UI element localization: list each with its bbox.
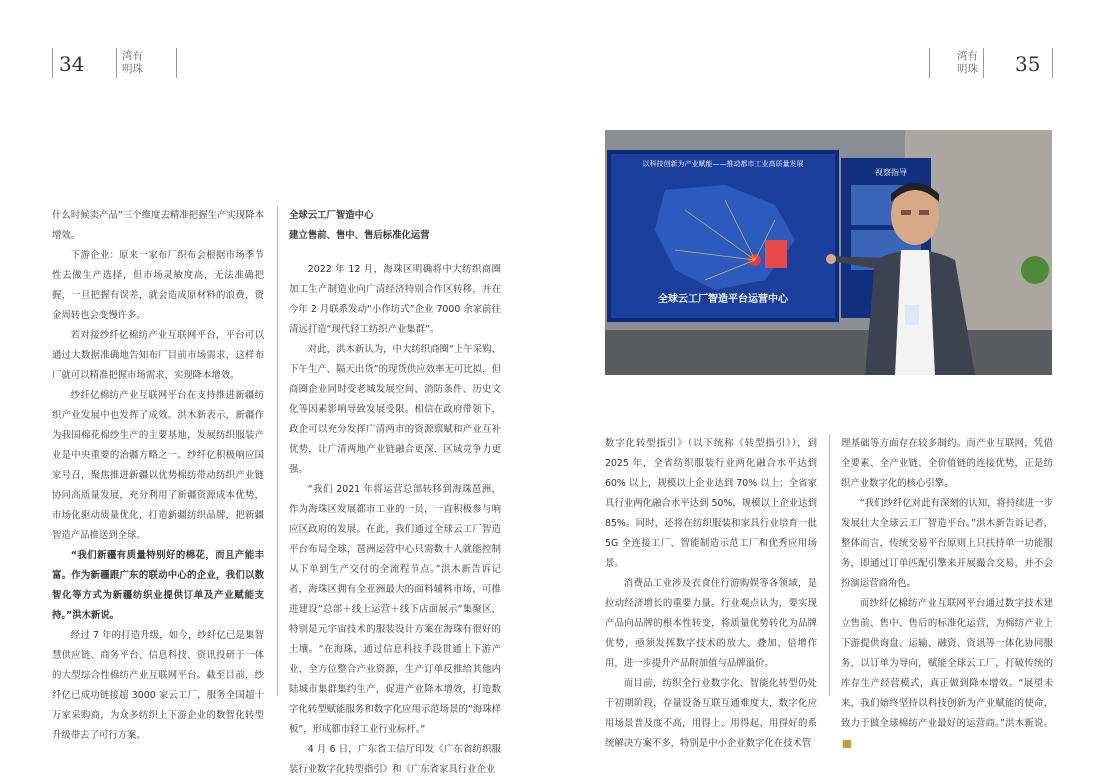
article-photo: [605, 130, 1052, 375]
publication-name-line2: 明珠: [122, 63, 143, 75]
paragraph: “我们 2021 年将运营总部转移到海珠琶洲，作为海珠区发展都市工业的一员，一直积极参与响应区政府的发展。在此，我们通过全球云工厂智造平台布局全球，琶洲运营中心只需数十人就能控制从下单到生产交付的全流程节点。”洪木新告诉记者，海珠区拥有全亚洲最大的面料辅料市场，可推进建设“总部＋线上运营＋线下店面展示”集聚区，特别是元宇宙技术的服装设计方案在海珠有很好的土壤。“在海珠，通过信息科技手段贯通上下游产业，全方位整合产业资源，生产订单反推给其他内陆城市集群集约生产，促进产业降本增效，打造数字化转型赋能服务和数字化应用示范场景的“海珠样板”，形成都市轻工业行业标杆。”: [289, 484, 501, 735]
header-rule: [116, 48, 117, 78]
article-column-3: [605, 434, 817, 754]
publication-name-line1: 湾有: [957, 50, 978, 62]
header-rule: [929, 48, 930, 78]
paragraph: 下游企业：原来一家布厂织布会根据市场季节性去做生产选择，但市场灵敏度高，无法准确把握，一旦把握有误差，就会造成原材料的浪费，资金周转也会变慢许多。: [52, 250, 264, 321]
page-number-left: 34: [59, 52, 85, 76]
section-subheading: 建立售前、售中、售后标准化运营: [289, 230, 430, 241]
paragraph: 而目前，纺织全行业数字化、智能化转型仍处于初期阶段，存量设备互联互通难度大，数字化应用场景普及度不高，用得上、用得起、用得好的系统解决方案不多，特别是中小企业数字化在技术管: [605, 678, 817, 749]
paragraph: 纱纤亿棉纺产业互联网平台在支持推进新疆纺织产业发展中也发挥了成效。洪木新表示，新疆作为我国棉花棉纱生产的主要基地，发展纺织服装产业是中央重要的治疆方略之一。纱纤亿积极响应国家号召，聚焦推进新疆以优势棉纺带动纺织产业链协同高质量发展，充分利用了新疆资源成本优势，市场化驱动质量优化，打造新疆纺织品牌，把新疆智造产品推送到全球。: [52, 390, 264, 541]
page-number-right: 35: [1015, 52, 1041, 76]
paragraph: 消费品工业涉及衣食住行游购娱等各领域，是拉动经济增长的重要力量。行业观点认为，要实现产品向品牌的根本性转变，将质量优势转化为品牌优势，亟须发挥数字技术的放大、叠加、倍增作用，进一步提升产品附加值与品牌溢价。: [605, 578, 817, 669]
screen-title: 以科技创新为产业赋能——推动都市工业高质量发展: [642, 160, 804, 168]
paragraph: 数字化转型指引》（以下统称《转型指引》），到 2025 年，全省纺织服装行业两化融合水平达到 60% 以上，规模以上企业达到 70% 以上；全省家具行业两化融合水平达到 50%，规模以上企业达到 85%。同时，还将在纺织服装和家具行业培育一批 5G 全连接工厂、智能制造示范工厂和优秀应用场景。: [605, 438, 817, 569]
screen-caption: 全球云工厂智造平台运营中心: [658, 294, 788, 305]
header-rule: [1052, 48, 1053, 78]
paragraph: 对此，洪木新认为，中大纺织商圈“上午采购、下午生产、隔天出货”的现货供应效率无可比拟，但商圈企业同时受老城发展空间、消防条件、历史文化等因素影响导致发展受限。相信在政府带领下，政企可以充分发挥广清两市的资源禀赋和产业互补优势，让广清两地产业链融合更深、区域竞争力更强。: [289, 344, 501, 475]
photo-illustration: [605, 130, 1052, 375]
header-rule: [52, 48, 53, 78]
article-end-icon: [843, 740, 851, 748]
paragraph: 若对接纱纤亿棉纺产业互联网平台，平台可以通过大数据准确地告知布厂目前市场需求，这样布厂就可以精准把握市场需求，实现降本增效。: [52, 330, 264, 381]
paragraph: 什么时候卖产品”三个维度去精准把握生产实现降本增效。: [52, 210, 264, 241]
paragraph: [841, 594, 1053, 754]
section-heading: 全球云工厂智造中心: [289, 210, 374, 221]
paragraph: 2022 年 12 月，海珠区明确将中大纺织商圈加工生产制造业向广清经济特别合作区转移，并在今年 2 月联系发动“小作坊式”企业 7000 余家前往清远打造“现代轻工纺织产业集群”。: [289, 264, 501, 335]
publication-name-line2: 明珠: [957, 63, 978, 75]
publication-name-line1: 湾有: [122, 50, 143, 62]
article-column-2: [289, 206, 501, 780]
publication-name-right: [957, 50, 983, 76]
column-divider: [829, 434, 830, 696]
paragraph: 4 月 6 日，广东省工信厅印发《广东省纺织服装行业数字化转型指引》和《广东省家具行业企业: [289, 744, 501, 775]
header-rule: [983, 48, 984, 78]
article-column-4: [841, 434, 1053, 754]
column-divider: [277, 206, 278, 696]
header-rule: [176, 48, 177, 78]
article-column-1: [52, 206, 264, 746]
side-screen-title: 视察指导: [875, 168, 907, 177]
header-right: [923, 48, 1053, 78]
paragraph: 理基础等方面存在较多制约。而产业互联网，凭借全要素、全产业链、全价值链的连接优势，正是纺织产业数字化的核心引擎。: [841, 438, 1053, 489]
paragraph-text: 而纱纤亿棉纺产业互联网平台通过数字技术建立售前、售中、售后的标准化运营，为棉纺产业上下游提供询盘、运输、融资、资讯等一体化协同服务，以订单为导向，赋能全球云工厂，打破传统的库存生产经营模式，真正做到降本增效。“展望未来，我们始终坚持以科技创新为产业赋能的使命，致力于做全球棉纺产业最好的运营商。”洪木新说。: [841, 598, 1053, 729]
paragraph: 经过 7 年的打造升级，如今，纱纤亿已是集智慧供应链、商务平台、信息科技、资讯投研于一体的大型综合性棉纺产业互联网平台。截至目前，纱纤亿已成功链接超 3000 家云工厂，服务全国超十万家采购商，为众多纺织上下游企业的数智化转型升级带去了可行方案。: [52, 630, 264, 741]
quote-paragraph: “我们新疆有质量特别好的棉花，而且产能丰富。作为新疆跟广东的联动中心的企业，我们以数智化等方式为新疆纺织业提供订单及产业赋能支持。”洪木新说。: [52, 550, 264, 621]
paragraph: “我们纱纤亿对此有深刻的认知，将持续进一步发展壮大全球云工厂智造平台。”洪木新告诉记者，整体而言，传统交易平台原则上只扶持单一功能服务，即通过订单匹配引擎来开展撮合交易，并不会扮演运营商角色。: [841, 498, 1053, 589]
publication-name-left: [122, 50, 148, 76]
header-left: [52, 48, 182, 78]
